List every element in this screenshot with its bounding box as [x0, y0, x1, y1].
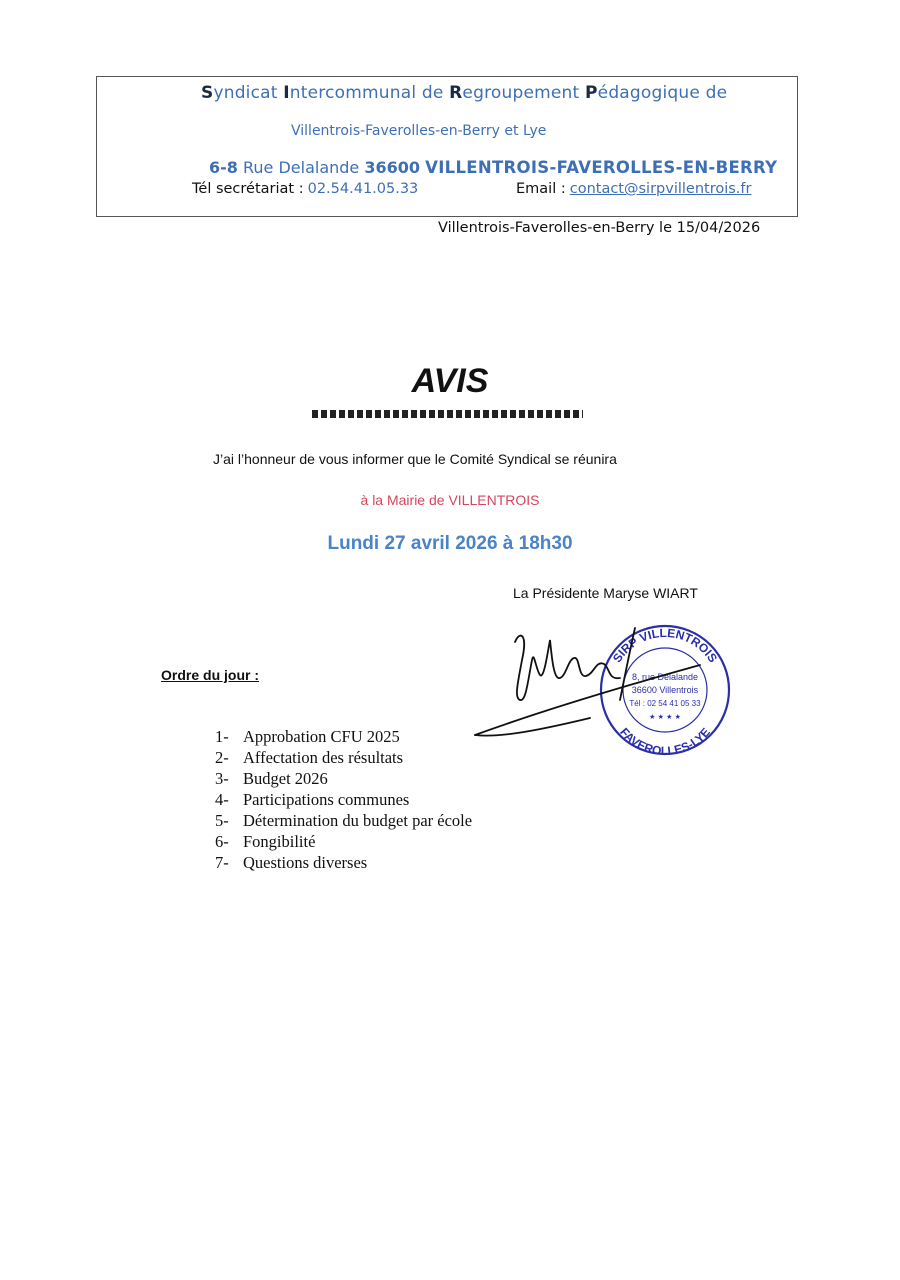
- agenda-number: 7-: [215, 853, 229, 872]
- phone-label: Tél secrétariat :: [192, 181, 304, 197]
- email-line: [516, 181, 751, 197]
- intro-text: J’ai l’honneur de vous informer que le Comité Syndical se réunira: [213, 451, 617, 467]
- meeting-datetime: Lundi 27 avril 2026 à 18h30: [327, 533, 573, 554]
- org-initial: I: [283, 83, 290, 103]
- stamp-stars: ★ ★ ★ ★: [649, 713, 681, 721]
- agenda-text: Participations communes: [243, 790, 410, 809]
- meeting-location: à la Mairie de VILLENTROIS: [360, 492, 540, 508]
- signatory: La Présidente Maryse WIART: [513, 585, 698, 601]
- address-postcode: 36600: [364, 158, 421, 177]
- agenda-number: 2-: [215, 748, 229, 767]
- org-word: egroupement: [462, 83, 585, 103]
- organization-name: [201, 83, 727, 103]
- letterhead-box: [96, 76, 798, 217]
- org-initial: S: [201, 83, 214, 103]
- agenda-item: [215, 831, 472, 852]
- agenda-item: [215, 768, 472, 789]
- email-label: Email :: [516, 181, 566, 197]
- agenda-list: [215, 726, 472, 873]
- stamp-line-1: 8, rue Delalande: [631, 672, 699, 682]
- org-word: édagogique de: [597, 83, 728, 103]
- agenda-item: [215, 747, 472, 768]
- phone-line: [192, 181, 418, 197]
- phone-value: 02.54.41.05.33: [307, 181, 419, 197]
- stamp-line-2: 36600 Villentrois: [631, 685, 699, 695]
- agenda-item: [215, 726, 472, 747]
- agenda-text: Fongibilité: [243, 832, 316, 851]
- agenda-number: 4-: [215, 790, 229, 809]
- agenda-text: Affectation des résultats: [243, 748, 404, 767]
- agenda-number: 6-: [215, 832, 229, 851]
- agenda-item: [215, 789, 472, 810]
- org-word: yndicat: [213, 83, 284, 103]
- agenda-item: [215, 810, 472, 831]
- stamp-line-3: Tél : 02 54 41 05 33: [629, 699, 701, 708]
- org-initial: P: [584, 83, 598, 103]
- title-separator: [312, 410, 583, 418]
- agenda-text: Questions diverses: [243, 853, 368, 872]
- address-number: 6-8: [209, 158, 238, 177]
- address-line: [209, 158, 777, 177]
- signature-and-stamp: [470, 620, 740, 760]
- agenda-number: 3-: [215, 769, 229, 788]
- stamp-ring-top: SIRP VILLENTROIS: [609, 625, 721, 666]
- agenda-text: Approbation CFU 2025: [243, 727, 400, 746]
- place-and-date: Villentrois-Faverolles-en-Berry le 15/04/2026: [438, 220, 761, 236]
- notice-title: AVIS: [411, 362, 489, 400]
- stamp-ring-bottom: FAVEROLLES-LYE: [617, 725, 713, 759]
- agenda-number: 5-: [215, 811, 229, 830]
- agenda-number: 1-: [215, 727, 229, 746]
- org-initial: R: [449, 83, 463, 103]
- address-city: VILLENTROIS-FAVEROLLES-EN-BERRY: [425, 158, 778, 177]
- agenda-text: Budget 2026: [243, 769, 328, 788]
- agenda-item: [215, 852, 472, 873]
- official-stamp: [601, 626, 729, 758]
- commune-line: Villentrois-Faverolles-en-Berry et Lye: [291, 123, 547, 139]
- address-street: Rue Delalande: [243, 158, 360, 177]
- agenda-heading: Ordre du jour :: [161, 667, 259, 683]
- email-link[interactable]: contact@sirpvillentrois.fr: [569, 181, 752, 197]
- org-word: ntercommunal de: [289, 83, 450, 103]
- agenda-text: Détermination du budget par école: [243, 811, 473, 830]
